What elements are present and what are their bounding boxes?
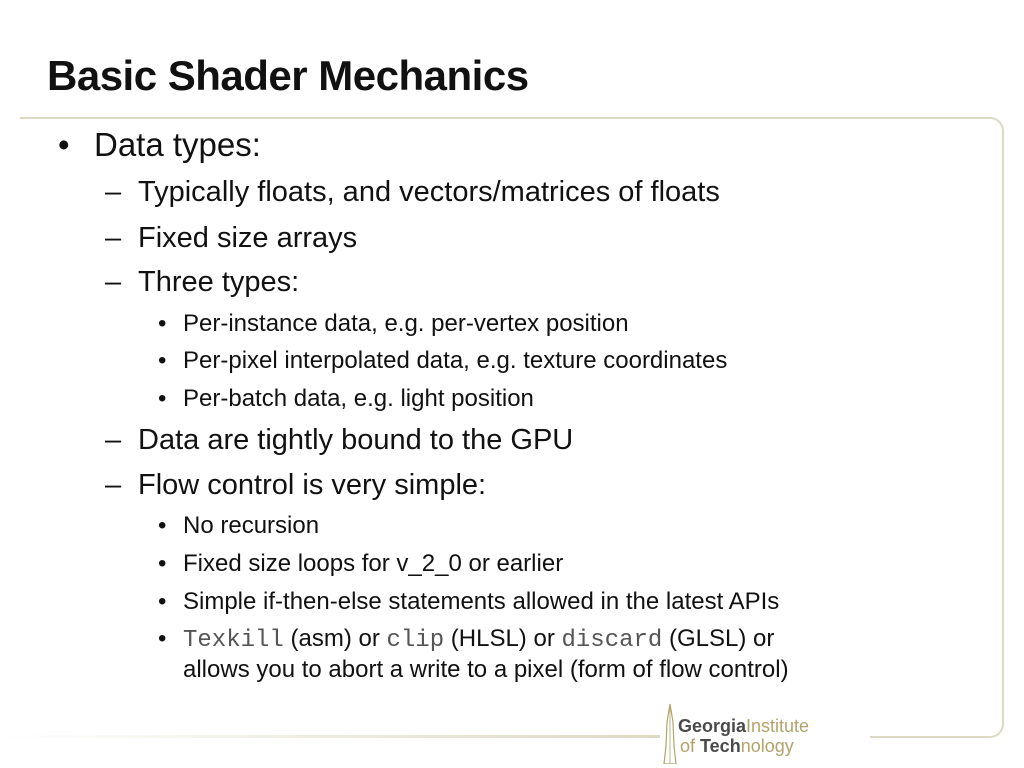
- georgia-tech-logo: [660, 702, 870, 764]
- bullet-text: Typically floats, and vectors/matrices of floats: [138, 176, 720, 208]
- text-fragment: (asm) or: [283, 625, 387, 652]
- bullet-text: Fixed size arrays: [138, 222, 358, 254]
- dash-marker: –: [105, 266, 122, 298]
- bullet-text: Data are tightly bound to the GPU: [138, 424, 574, 456]
- logo-wordmark: [678, 716, 809, 756]
- bullet-text: Per-instance data, e.g. per-vertex position: [183, 310, 629, 337]
- bullet-text: Three types:: [138, 266, 300, 298]
- bullet-text: Per-batch data, e.g. light position: [183, 385, 534, 412]
- bullet-marker: •: [158, 385, 167, 412]
- bullet-text: [183, 625, 774, 654]
- bullet-marker: •: [158, 550, 167, 577]
- logo-word-of: of: [680, 736, 701, 756]
- frame-divider: [0, 735, 660, 738]
- bullet-marker: •: [158, 625, 167, 652]
- dash-marker: –: [105, 469, 122, 501]
- bullet-text: Simple if-then-else statements allowed in the latest APIs: [183, 588, 780, 615]
- bullet-marker: •: [58, 126, 70, 163]
- logo-word-institute: Institute: [746, 716, 810, 736]
- bullet-text: Flow control is very simple:: [138, 469, 487, 501]
- bullet-text: allows you to abort a write to a pixel (form of flow control): [183, 656, 789, 683]
- slide-title: Basic Shader Mechanics: [47, 52, 529, 99]
- bullet-text: Data types:: [94, 126, 261, 163]
- tower-icon: [660, 702, 680, 764]
- bullet-continuation: [183, 656, 789, 684]
- logo-word-tech: Tech: [700, 736, 741, 756]
- bullet-text: Fixed size loops for v_2_0 or earlier: [183, 550, 564, 577]
- bullet-marker: •: [158, 512, 167, 539]
- dash-marker: –: [105, 222, 122, 254]
- text-fragment: (GLSL) or: [662, 625, 775, 652]
- logo-word-nology: nology: [740, 736, 794, 756]
- text-fragment: (HLSL) or: [444, 625, 562, 652]
- code-discard: discard: [561, 627, 663, 654]
- dash-marker: –: [105, 424, 122, 456]
- bullet-marker: •: [158, 588, 167, 615]
- logo-word-georgia: Georgia: [678, 716, 747, 736]
- bullet-marker: •: [158, 310, 167, 337]
- code-clip: clip: [386, 627, 445, 654]
- bullet-text: No recursion: [183, 512, 320, 539]
- dash-marker: –: [105, 176, 122, 208]
- bullet-marker: •: [158, 347, 167, 374]
- bullet-text: Per-pixel interpolated data, e.g. texture coordinates: [183, 347, 728, 374]
- code-texkill: Texkill: [183, 627, 284, 654]
